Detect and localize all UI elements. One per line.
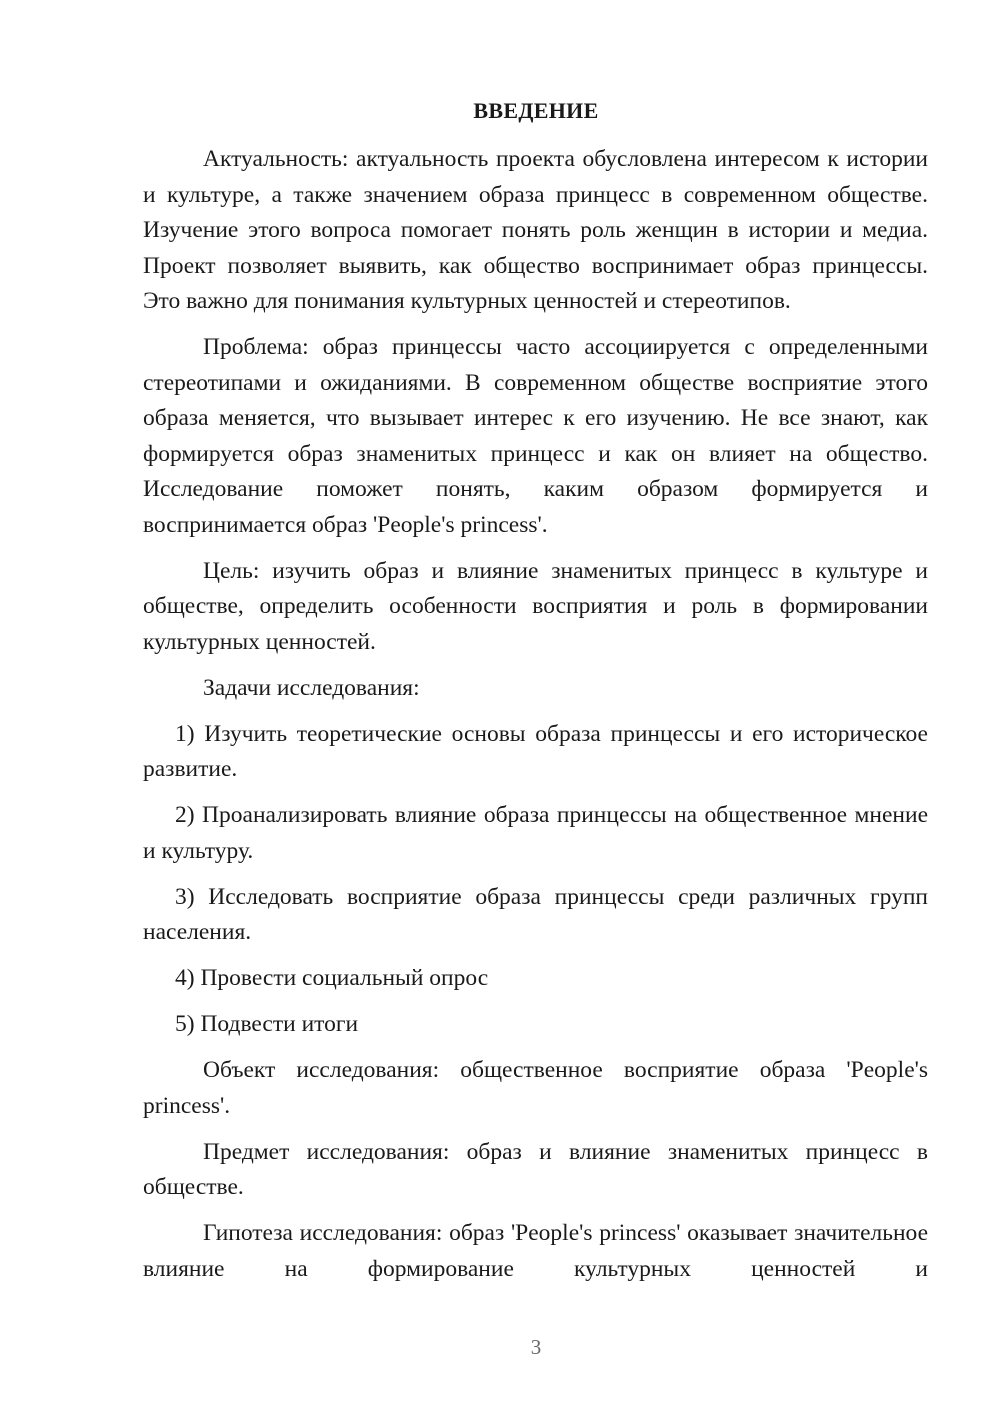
paragraph-problem: Проблема: образ принцессы часто ассоциируется с определенными стереотипами и ожиданиями. В современном обществе восприятие этого образа меняется, что вызывает интерес к его изучению. Не все знают, как формируется образ знаменитых принцесс и как он влияет на общество. Исследование поможет понять, каким образом формируется и воспринимается образ 'People's princess'. <box>143 334 928 538</box>
page-number: 3 <box>530 1335 542 1359</box>
paragraph-object: Объект исследования: общественное восприятие образа 'People's princess'. <box>143 1057 928 1119</box>
paragraph-subject: Предмет исследования: образ и влияние знаменитых принцесс в обществе. <box>143 1138 928 1200</box>
task-item: 4) Провести социальный опрос <box>175 965 489 991</box>
task-item: 2) Проанализировать влияние образа принцессы на общественное мнение и культуру. <box>143 802 928 864</box>
document-body <box>143 142 928 1298</box>
task-item: 1) Изучить теоретические основы образа принцессы и его историческое развитие. <box>143 720 928 782</box>
paragraph-relevance: Актуальность: актуальность проекта обусловлена интересом к истории и культуре, а также значением образа принцесс в современном обществе. Изучение этого вопроса помогает понять роль женщин в истории и медиа. Проект позволяет выявить, как общество воспринимает образ принцессы. Это важно для понимания культурных ценностей и стереотипов. <box>143 146 928 314</box>
task-item: 3) Исследовать восприятие образа принцессы среди различных групп населения. <box>143 883 928 945</box>
task-item: 5) Подвести итоги <box>175 1011 359 1037</box>
paragraph-hypothesis: Гипотеза исследования: образ 'People's princess' оказывает значительное влияние на формирование культурных ценностей и <box>143 1220 928 1282</box>
paragraph-tasks-heading: Задачи исследования: <box>203 674 420 701</box>
section-heading: ВВЕДЕНИЕ <box>473 98 599 123</box>
paragraph-goal: Цель: изучить образ и влияние знаменитых принцесс в культуре и обществе, определить особенности восприятия и роль в формировании культурных ценностей. <box>143 557 928 655</box>
